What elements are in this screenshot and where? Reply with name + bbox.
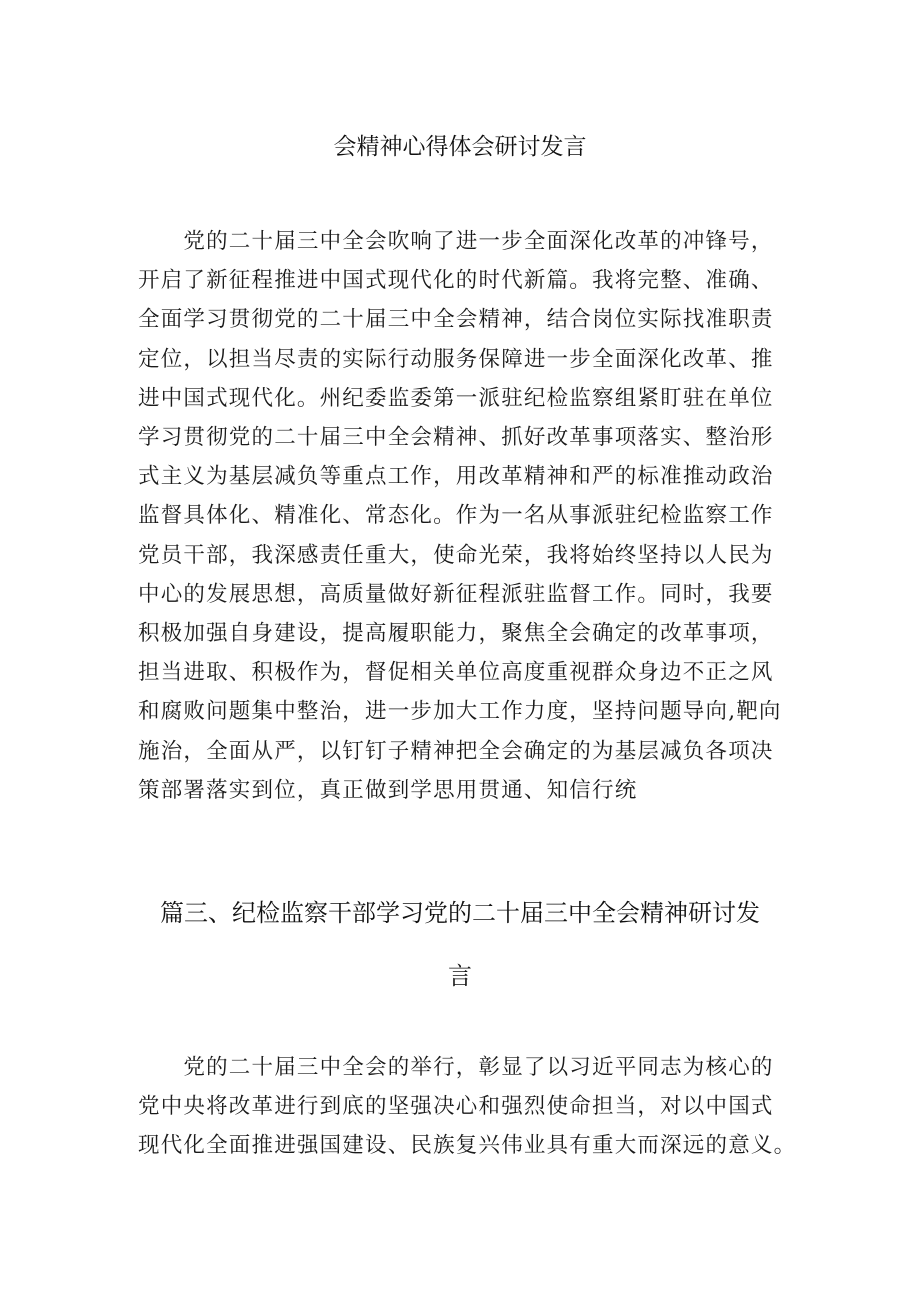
paragraph-line: 策部署落实到位，真正做到学思用贯通、知信行统 [138, 777, 638, 803]
paragraph-line: 积极加强自身建设，提高履职能力，聚焦全会确定的改革事项， [138, 621, 774, 647]
paragraph-line: 党的二十届三中全会吹响了进一步全面深化改革的冲锋号， [138, 229, 774, 254]
paragraph-line: 党的二十届三中全会的举行，彰显了以习近平同志为核心的 [138, 1055, 774, 1080]
paragraph-line: 施治，全面从严，以钉钉子精神把全会确定的为基层减负各项决 [138, 738, 774, 764]
paragraph-line: 现代化全面推进强国建设、民族复兴伟业具有重大而深远的意义。 [138, 1133, 797, 1159]
paragraph-line: 担当进取、积极作为，督促相关单位高度重视群众身边不正之风 [138, 660, 774, 686]
body-paragraph-2 [138, 1048, 797, 1166]
paragraph-line: 党中央将改革进行到底的坚强决心和强烈使命担当，对以中国式 [138, 1094, 774, 1120]
paragraph-line: 和腐败问题集中整治，进一步加大工作力度，坚持问题导向,靶向 [138, 699, 782, 725]
section-heading: 篇三、纪检监察干部学习党的二十届三中全会精神研讨发 [160, 899, 760, 927]
section-heading-continuation: 言 [448, 962, 472, 990]
paragraph-line: 监督具体化、精准化、常态化。作为一名从事派驻纪检监察工作 [138, 503, 774, 529]
paragraph-line: 全面学习贯彻党的二十届三中全会精神，结合岗位实际找准职责 [138, 307, 774, 333]
paragraph-line: 开启了新征程推进中国式现代化的时代新篇。我将完整、准确、 [138, 268, 774, 294]
paragraph-line: 进中国式现代化。州纪委监委第一派驻纪检监察组紧盯驻在单位 [138, 385, 774, 411]
paragraph-line: 中心的发展思想，高质量做好新征程派驻监督工作。同时，我要 [138, 581, 774, 607]
paragraph-line: 学习贯彻党的二十届三中全会精神、抓好改革事项落实、整治形 [138, 425, 774, 451]
body-paragraph-1 [138, 222, 788, 810]
paragraph-line: 党员干部，我深感责任重大，使命光荣，我将始终坚持以人民为 [138, 542, 774, 568]
document-heading: 会精神心得体会研讨发言 [333, 134, 587, 160]
paragraph-line: 式主义为基层减负等重点工作，用改革精神和严的标准推动政治 [138, 464, 774, 490]
paragraph-line: 定位，以担当尽责的实际行动服务保障进一步全面深化改革、推 [138, 346, 774, 372]
